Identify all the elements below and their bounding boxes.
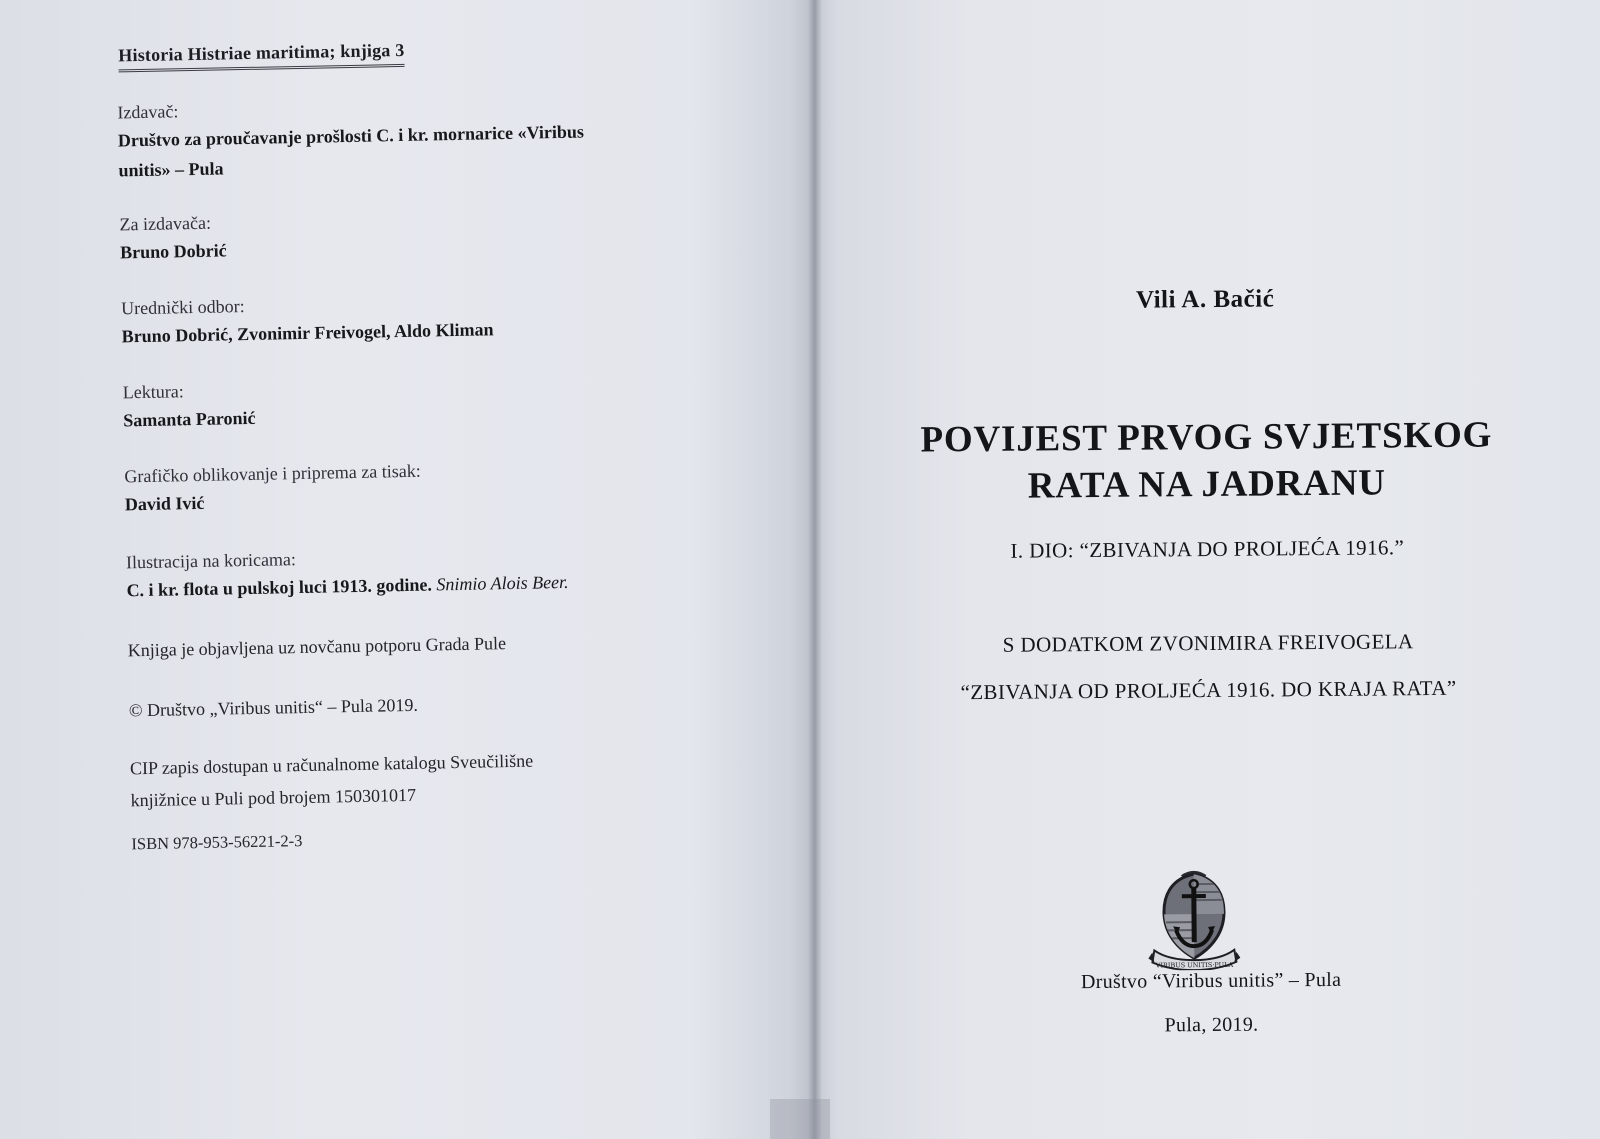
book-subtitle: I. DIO: “ZBIVANJA DO PROLJEĆA 1916.”	[1010, 535, 1405, 563]
addition-line1: S DODATKOM ZVONIMIRA FREIVOGELA	[1002, 629, 1414, 657]
anchor-shield-emblem-icon	[1148, 868, 1241, 971]
book-title-line2: RATA NA JADRANU	[1027, 462, 1386, 507]
for-publisher-label: Za izdavača:	[119, 212, 212, 235]
cover-illustration-credit: Snimio Alois Beer.	[436, 571, 569, 595]
publisher-value-line2: unitis» – Pula	[118, 158, 224, 181]
place-and-year: Pula, 2019.	[1164, 1013, 1259, 1037]
addition-note	[855, 617, 1561, 717]
addition-line2: “ZBIVANJA OD PROLJEĆA 1916. DO KRAJA RATA”	[960, 675, 1457, 705]
for-publisher-value: Bruno Dobrić	[119, 240, 227, 263]
book-title-line1: POVIJEST PRVOG SVJETSKOG	[920, 414, 1493, 461]
design-label: Grafičko oblikovanje i priprema za tisak:	[124, 460, 421, 487]
book-gutter	[808, 0, 822, 1139]
cip-record-line2: knjižnice u Puli pod brojem 150301017	[130, 784, 417, 811]
proofreading-label: Lektura:	[122, 381, 184, 403]
proofreading-value: Samanta Paronić	[123, 407, 256, 431]
author-name: Vili A. Bačić	[1135, 285, 1275, 314]
title-block	[815, 0, 1600, 1139]
publisher-label: Izdavač:	[117, 101, 179, 123]
series-title: Historia Histriae maritima; knjiga 3	[118, 40, 405, 72]
title-page-publisher: Društvo “Viribus unitis” – Pula	[1080, 968, 1342, 994]
publisher-value-line1: Društvo za proučavanje prošlosti C. i kr. mornarice «Viribus	[117, 121, 585, 151]
proofreading-field	[123, 369, 684, 437]
funding-note: Knjiga je objavljena uz novčanu potporu Grada Pule	[127, 633, 507, 661]
cover-illustration-field	[126, 539, 687, 607]
copyright-notice: © Društvo „Viribus unitis“ – Pula 2019.	[128, 694, 419, 721]
isbn: ISBN 978-953-56221-2-3	[131, 831, 303, 854]
cover-illustration-label: Ilustracija na koricama:	[125, 549, 297, 573]
editorial-board-label: Urednički odbor:	[120, 296, 245, 319]
book-title	[854, 411, 1560, 511]
imprint-block	[88, 28, 688, 854]
editorial-board-field	[121, 285, 682, 353]
publisher-field	[117, 89, 679, 187]
editorial-board-value: Bruno Dobrić, Zvonimir Freivogel, Aldo Kliman	[121, 319, 494, 347]
design-field	[124, 453, 685, 521]
cip-record-line1: CIP zapis dostupan u računalnome katalogu Sveučilišne	[129, 750, 534, 779]
emblem-motto: VIRIBUS UNITIS·PULA	[1155, 960, 1234, 970]
cover-illustration-caption: C. i kr. flota u pulskoj luci 1913. godine.	[126, 574, 433, 601]
page-edge-shadow	[770, 1099, 830, 1139]
for-publisher-field	[119, 201, 680, 269]
right-page-title	[815, 0, 1600, 1139]
design-value: David Ivić	[124, 492, 205, 515]
